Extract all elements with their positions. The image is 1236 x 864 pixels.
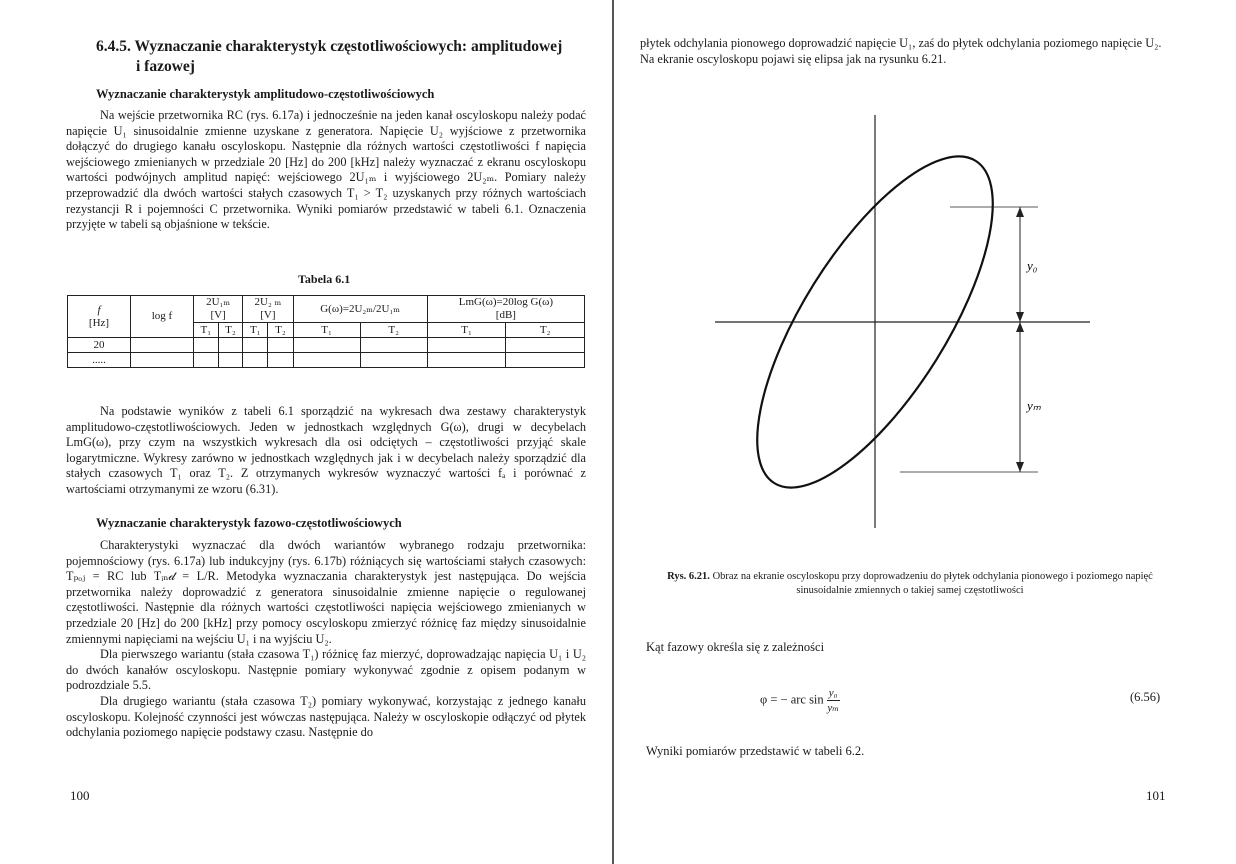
figure-caption bbox=[650, 570, 1170, 598]
arrowhead-mid-down bbox=[1016, 322, 1024, 332]
header-f: f [Hz] bbox=[68, 296, 131, 338]
right-top-text: płytek odchylania pionowego doprowadzić napięcie U₁, zaś do płytek odchylania poziomego napięcie U₂. Na ekranie oscyloskopu pojawi się elipsa jak na rysunku 6.21. bbox=[640, 36, 1162, 66]
arrowhead-bottom bbox=[1016, 462, 1024, 472]
formula-lhs: φ = − arc sin bbox=[760, 692, 824, 707]
header-g: G(ω)=2U₂ₘ/2U₁ₘ bbox=[293, 296, 427, 323]
table-6-1 bbox=[67, 295, 585, 368]
formula-fraction bbox=[827, 686, 840, 715]
label-ym: yₘ bbox=[1027, 398, 1041, 413]
header-2u1m: 2U₁ₘ [V] bbox=[194, 296, 243, 323]
equation-number: (6.56) bbox=[1130, 690, 1161, 704]
formula-denominator: yₘ bbox=[827, 702, 839, 714]
section-title-line1: 6.4.5. Wyznaczanie charakterystyk częstotliwościowych: amplitudowej bbox=[96, 38, 563, 55]
caption-text: Obraz na ekranie oscyloskopu przy doprowadzeniu do płytek odchylania pionowego i poziomego napięć sinusoidalnie zmiennych o takiej samej częstotliwości bbox=[712, 571, 1153, 596]
page-number-left: 100 bbox=[70, 788, 90, 803]
header-logf: log f bbox=[131, 296, 194, 338]
header-t2: T₂ bbox=[506, 323, 585, 338]
section-title-line2: i fazowej bbox=[136, 58, 195, 75]
header-t1: T₁ bbox=[427, 323, 506, 338]
header-lmg: LmG(ω)=20log G(ω) [dB] bbox=[427, 296, 584, 323]
subheading-amplitude: Wyznaczanie charakterystyk amplitudowo-częstotliwościowych bbox=[96, 87, 435, 101]
header-t2: T₂ bbox=[218, 323, 243, 338]
paragraph-text: Na wejście przetwornika RC (rys. 6.17a) i jednocześnie na jeden kanał oscyloskopu należy podać napięcie U₁ sinusoidalnie zmienne uzyskane z generatora. Napięcie U₂ wyjściowe z przetwornika dołączyć do drugiego kanału oscyloskopu. Następnie dla różnych wartości częstotliwości f napięcia wejściowego zmienianych w przedziale 20 [Hz] do 200 [kHz] należy wyznaczać z ekranu oscyloskopu wartości podwójnych amplitud napięć: wejściowego 2U₁ₘ i wyjściowego 2U₂ₘ. Pomiary należy przeprowadzić dla dwóch wartości stałych czasowych T₁ > T₂ uzyskanych przy różnych wartościach rezystancji R i pojemności C przetwornika. Wyniki pomiarów przedstawić w tabeli 6.1. Oznaczenia przyjęte w tabeli są objaśnione w tekście. bbox=[66, 108, 586, 232]
paragraph-phase bbox=[66, 538, 586, 741]
kat-fazowy-text: Kąt fazowy określa się z zależności bbox=[646, 640, 825, 654]
label-y0: y₀ bbox=[1027, 258, 1038, 273]
figure-6-21 bbox=[700, 110, 1100, 530]
paragraph-text: Charakterystyki wyznaczać dla dwóch wariantów wybranego rodzaju przetwornika: pojemnościowy (rys. 6.17a) lub indukcyjny (rys. 6.17b) różniących się wartościami stałych czasowych: Tₚₒⱼ = RC lub Tᵢₙ𝒹 = L/R. Metodyka wyznaczania charakterystyk jest następująca. Do wejścia przetwornika należy doprowadzić z generatora sinusoidalnie zmienne napięcie o regulowanej częstotliwości. Następnie dla różnych wartości częstotliwości napięcia wejściowego zmienianych w przedziale 20 [Hz] do 200 [kHz] przy pomocy oscyloskopu zmierzyć różnicę faz między sinusoidalnie zmiennymi napięciami na wejściu U₁ i na wyjściu U₂. bbox=[66, 538, 586, 646]
header-t1: T₁ bbox=[243, 323, 268, 338]
formula-6-56 bbox=[760, 686, 840, 715]
header-t2: T₂ bbox=[268, 323, 293, 338]
arrowhead-mid-up bbox=[1016, 312, 1024, 322]
page-spine bbox=[612, 0, 614, 864]
wyniki-text: Wyniki pomiarów przedstawić w tabeli 6.2. bbox=[646, 744, 865, 758]
paragraph-text: Na podstawie wyników z tabeli 6.1 sporządzić na wykresach dwa zestawy charakterystyk amplitudowo-częstotliwościowych. Jeden w jednostkach względnych G(ω), drugi w decybelach LmG(ω), przy czym na wszystkich wykresach dla osi odciętych – częstotliwości przyjąć skale logarytmiczne. Wykresy zarówno w jednostkach względnych jak i w decybelach należy sporządzić dla stałych czasowych T₁ oraz T₂. Z otrzymanych wykresów wyznaczyć wartości fₐ i porównać z wartościami otrzymanymi ze wzoru (6.31). bbox=[66, 404, 586, 496]
header-t1: T₁ bbox=[194, 323, 219, 338]
formula-numerator: y₀ bbox=[828, 687, 838, 699]
paragraph-plots bbox=[66, 404, 586, 498]
header-t2: T₂ bbox=[360, 323, 427, 338]
table-row: ..... bbox=[68, 353, 585, 368]
subheading-phase: Wyznaczanie charakterystyk fazowo-częstotliwościowych bbox=[96, 516, 402, 530]
paragraph-text: Dla pierwszego wariantu (stała czasowa T₁) różnicę faz mierzyć, doprowadzając napięcia U₁ i U₂ do dwóch kanałów oscyloskopu. Następnie pomiary wykonywać zgodnie z opisem podanym w podrozdziale 5.5. bbox=[66, 647, 586, 693]
table-row: 20 bbox=[68, 338, 585, 353]
left-page bbox=[0, 0, 614, 864]
paragraph-amplitude bbox=[66, 108, 586, 233]
section-title bbox=[96, 37, 576, 77]
header-2u2m: 2U₂ ₘ [V] bbox=[243, 296, 293, 323]
arrowhead-top bbox=[1016, 207, 1024, 217]
paragraph-text: Dla drugiego wariantu (stała czasowa T₂) pomiary wykonywać, korzystając z jednego kanału oscyloskopu. Kolejność czynności jest wówczas następująca. Należy w oscyloskopie odłączyć od płytek odchylania poziomego napięcie podstawy czasu. Następnie do bbox=[66, 693, 586, 740]
table-caption: Tabela 6.1 bbox=[298, 272, 351, 286]
page-number-right: 101 bbox=[1146, 788, 1166, 803]
caption-label: Rys. 6.21. bbox=[667, 571, 710, 582]
header-t1: T₁ bbox=[293, 323, 360, 338]
